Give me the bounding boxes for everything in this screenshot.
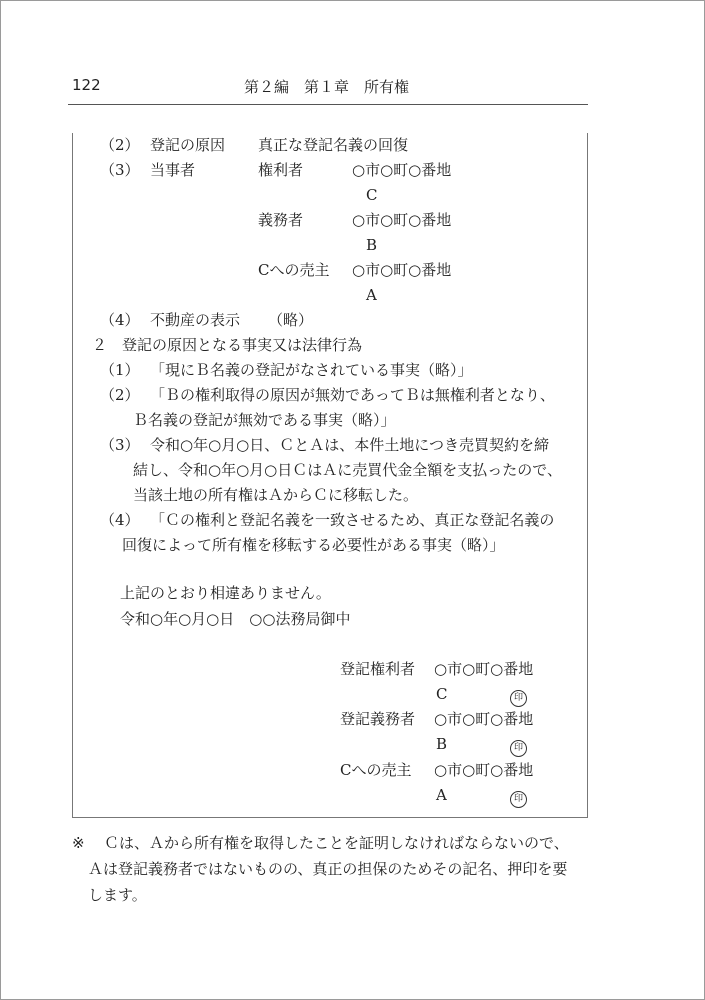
page-number: 122 xyxy=(72,76,101,94)
sub-item-number: （3） xyxy=(100,436,140,454)
party-name: A xyxy=(366,286,377,304)
party-address: ○市○町○番地 xyxy=(352,261,452,279)
sub-item-text: 結し、令和○年○月○日ＣはＡに売買代金全額を支払ったので、 xyxy=(133,461,562,479)
item-value: 真正な登記名義の回復 xyxy=(258,136,409,154)
sub-item-number: （4） xyxy=(100,511,140,529)
signatory-name: B xyxy=(436,735,448,753)
note-text: Ｃは、Ａから所有権を取得したことを証明しなければならないので、 xyxy=(104,834,569,852)
seal-mark xyxy=(510,685,527,707)
sub-item-text: Ｂ名義の登記が無効である事実（略）」 xyxy=(133,411,396,429)
signatory-name: C xyxy=(436,685,448,703)
party-role: 義務者 xyxy=(258,211,304,229)
signatory-name: A xyxy=(436,786,447,804)
item-number: （3） xyxy=(100,161,140,179)
party-name: B xyxy=(366,236,378,254)
seal-icon: 印 xyxy=(510,740,527,757)
party-name: C xyxy=(366,186,378,204)
seal-mark xyxy=(510,735,527,757)
note-text: します。 xyxy=(88,886,147,904)
note-mark: ※ xyxy=(72,834,85,852)
sub-item-text: 令和○年○月○日、ＣとＡは、本件土地につき売買契約を締 xyxy=(150,436,549,454)
section-heading: ２ 登記の原因となる事実又は法律行為 xyxy=(92,336,363,354)
party-address: ○市○町○番地 xyxy=(352,211,452,229)
sub-item-text: 「現にＢ名義の登記がなされている事実（略）」 xyxy=(150,361,473,379)
item-label: 不動産の表示 xyxy=(150,311,241,329)
running-title: 第２編 第１章 所有権 xyxy=(244,78,410,96)
party-role: 権利者 xyxy=(258,161,304,179)
sub-item-number: （2） xyxy=(100,386,140,404)
item-number: （2） xyxy=(100,136,140,154)
signatory-role: Cへの売主 xyxy=(340,761,412,779)
seal-icon: 印 xyxy=(510,690,527,707)
seal-mark xyxy=(510,786,527,808)
signatory-role: 登記義務者 xyxy=(340,710,416,728)
item-label: 当事者 xyxy=(150,161,196,179)
sub-item-text: 当該土地の所有権はＡからＣに移転した。 xyxy=(133,486,419,504)
signatory-address: ○市○町○番地 xyxy=(434,710,534,728)
header-rule xyxy=(68,104,588,105)
signatory-address: ○市○町○番地 xyxy=(434,660,534,678)
party-role: Cへの売主 xyxy=(258,261,330,279)
party-address: ○市○町○番地 xyxy=(352,161,452,179)
sub-item-text: 「Ｂの権利取得の原因が無効であってＢは無権利者となり、 xyxy=(150,386,555,404)
closing-statement: 上記のとおり相違ありません。 xyxy=(120,584,331,602)
sub-item-text: 回復によって所有権を移転する必要性がある事実（略）」 xyxy=(122,536,505,554)
sub-item-number: （1） xyxy=(100,361,140,379)
sub-item-text: 「Ｃの権利と登記名義を一致させるため、真正な登記名義の xyxy=(150,511,555,529)
item-value: （略） xyxy=(268,311,314,329)
seal-icon: 印 xyxy=(510,791,527,808)
note-text: Ａは登記義務者ではないものの、真正の担保のためその記名、押印を要 xyxy=(88,860,568,878)
item-number: （4） xyxy=(100,311,140,329)
item-label: 登記の原因 xyxy=(150,136,226,154)
signatory-address: ○市○町○番地 xyxy=(434,761,534,779)
date-addressee: 令和○年○月○日 ○○法務局御中 xyxy=(120,610,351,628)
signatory-role: 登記権利者 xyxy=(340,660,416,678)
